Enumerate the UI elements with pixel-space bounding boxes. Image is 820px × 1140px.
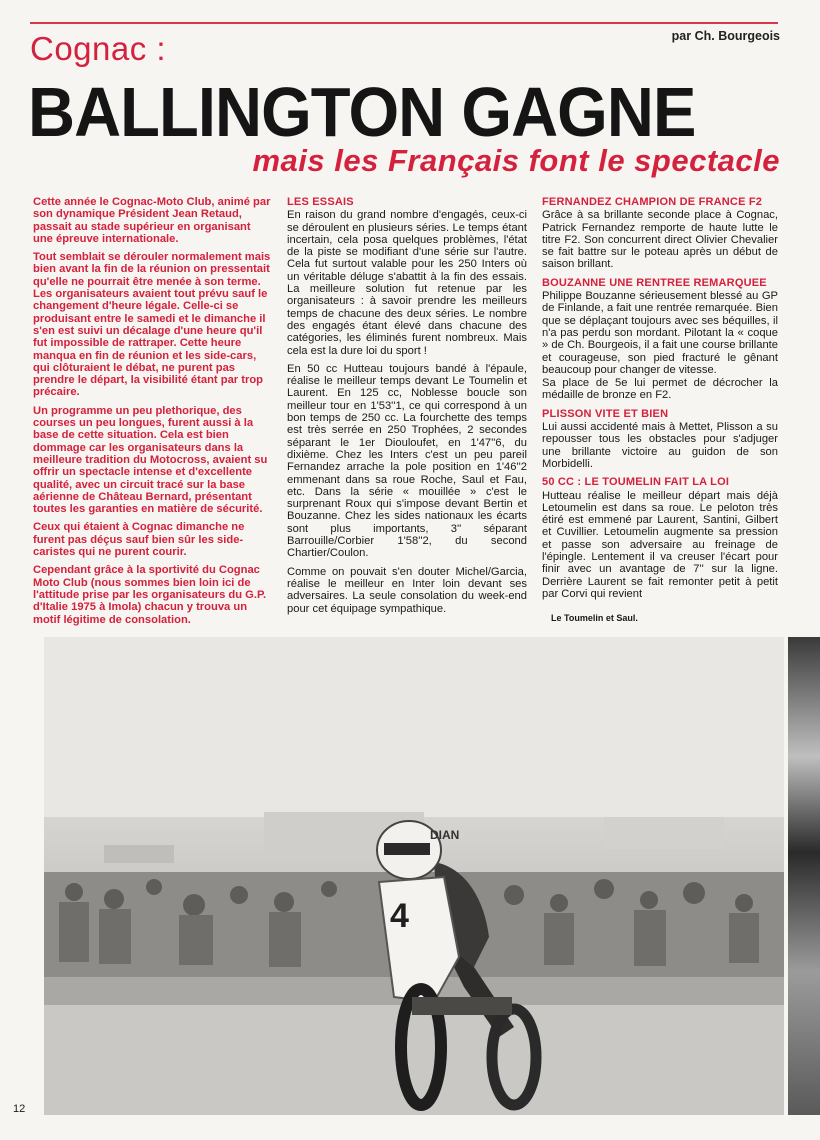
bouzanne-paragraph: Sa place de 5e lui permet de décrocher la médaille de bronze en F2. [542, 377, 778, 402]
intro-paragraph: Tout semblait se dérouler normalement mais bien avant la fin de la réunion on pressentait qu'elle ne pourrait être menée à son terme. Les organisateurs avaient tout prévu sauf le changement d'heure légale. Celle-ci se produisant entre le samedi et le dimanche il s'en est suivi un décalage d'une heure qu'il fut impossible de rattraper. Cette heure manqua en fin de réunion et les side-cars, qui clôturaient le débat, ne purent pas prendre le départ, la visibilité étant par trop précaire. [33, 251, 271, 399]
race-number: 4 [390, 897, 409, 935]
bouzanne-paragraph: Philippe Bouzanne sérieusement blessé au GP de Finlande, a fait une rentrée remarquée. Bien que se déplaçant toujours avec ses béquilles, il n'a pas perdu son mordant. Pilotant la « coque » de Ch. Bourgeois, il a fait une course brillante et courageuse, son pied fracturé le gênant beaucoup pour changer de vitesse. [542, 290, 778, 376]
section-title-bouzanne: BOUZANNE UNE RENTREE REMARQUEE [542, 276, 767, 289]
intro-paragraph: Cependant grâce à la sportivité du Cognac Moto Club (nous sommes bien loin ici de l'attitude prise par les organisateurs du G.P. d'Italie 1975 à Imola) chacun y trouva un motif légitime de consolation. [33, 564, 267, 626]
intro-paragraph: Un programme un peu plethorique, des courses un peu longues, furent aussi à la base de cette situation. Cela est bien dommage car les organisateurs dans la meilleure tradition du Motocross, avaient su offrir un spectacle intense et d'excellente qualité, avec un circuit tracé sur la base aérienne de Château Bernard, présentant toutes les garanties en matière de sécurité. [33, 404, 268, 516]
section-title-plisson: PLISSON VITE ET BIEN [542, 407, 669, 420]
page-number: 12 [13, 1103, 26, 1115]
kicker: Cognac : [30, 30, 167, 67]
essais-paragraph: Comme on pouvait s'en douter Michel/Garcia, réalise le meilleur en Inter loin devant ses adversaires. La seule consolation du week-end pour cet équipage sympathique. [287, 565, 527, 615]
plisson-paragraph: Lui aussi accidenté mais à Mettet, Plisson a su repousser tous les obstacles pour s'adjuger une brillante victoire au guidon de son Morbidelli. [542, 421, 778, 470]
intro-column [33, 196, 273, 632]
intro-paragraph: Cette année le Cognac-Moto Club, animé par son dynamique Président Jean Retaud, passait au stade supérieur en organisant une épreuve internationale. [33, 196, 271, 245]
top-rule [30, 22, 778, 24]
subhead: mais les Français font le spectacle [252, 143, 780, 178]
essais-paragraph: En raison du grand nombre d'engagés, ceux-ci se déroulent en plusieurs séries. Le temps étant incertain, cela posa quelques problèmes, l'état de la piste se modifiant d'une série sur l'autre. Cela fut surtout valable pour les 250 Inters où un véritable déluge s'abattit à la fin des essais. La meilleure solution fut retenue par les organisateurs : à savoir prendre les meilleurs temps de chacune des deux séries. Le nombre des engagés étant élevé dans chacune des catégories, les éliminés furent nombreux. Mais cela est la dure loi du sport ! [287, 209, 527, 357]
byline: par Ch. Bourgeois [671, 29, 780, 43]
letoumelin-paragraph: Hutteau réalise le meilleur départ mais déjà Letoumelin est dans sa roue. Le peloton très étiré est emmené par Laurent, Santini, Gilbert et Cuvillier. Letoumelin augmente sa pression et passe son adversaire au freinage de l'épingle. Lentement il va creuser l'écart pour finir avec un avantage de 7'' sur la ligne. Derrière Laurent se fait remonter petit à petit par Corvi qui revient [542, 489, 778, 600]
essais-column [287, 196, 527, 621]
results-column [542, 196, 778, 606]
headline: BALLINGTON GAGNE [28, 73, 696, 151]
section-title-letoumelin: 50 CC : LE TOUMELIN FAIT LA LOI [542, 476, 730, 489]
essais-paragraph: En 50 cc Hutteau toujours bandé à l'épaule, réalise le meilleur temps devant Le Toumelin et Laurent. En 125 cc, Noblesse boucle son meilleur tour en 1'53''1, ce qui correspond à un bon temps de 250 cc. La fourchette des temps est très serrée en 250 Trophées, 2 secondes séparant le 1er Diouloufet, en 1'47''6, du dixième. Chez les Inters c'est un peu pareil Fernandez arrache la pole position en 1'46''2 emmenant dans sa roue Roche, Saul et Fau, etc. Dans la série « mouillée » c'est le surprenant Roux qui s'impose devant Bertin et Bouzanne. Chez les sides nationaux les écarts sont plus importants, 3'' séparant Barrouille/Corbier 1'58''2, du second Chartier/Coulon. [287, 362, 527, 560]
intro-paragraph: Ceux qui étaient à Cognac dimanche ne furent pas déçus sauf bien sûr les side-caristes qui ne purent courir. [33, 521, 245, 559]
section-title-fernandez: FERNANDEZ CHAMPION DE FRANCE F2 [542, 196, 763, 208]
race-photo [44, 637, 784, 1115]
adjacent-photo-strip [788, 637, 820, 1115]
photo-caption: Le Toumelin et Saul. [551, 613, 638, 623]
fernandez-paragraph: Grâce à sa brillante seconde place à Cognac, Patrick Fernandez remporte de haute lutte le titre F2. Son concurrent direct Olivier Chevalier se fait battre sur le poteau après un début de saison brillant. [542, 209, 778, 271]
helmet-text: DIAN [430, 828, 460, 842]
section-title-essais: LES ESSAIS [287, 196, 354, 208]
